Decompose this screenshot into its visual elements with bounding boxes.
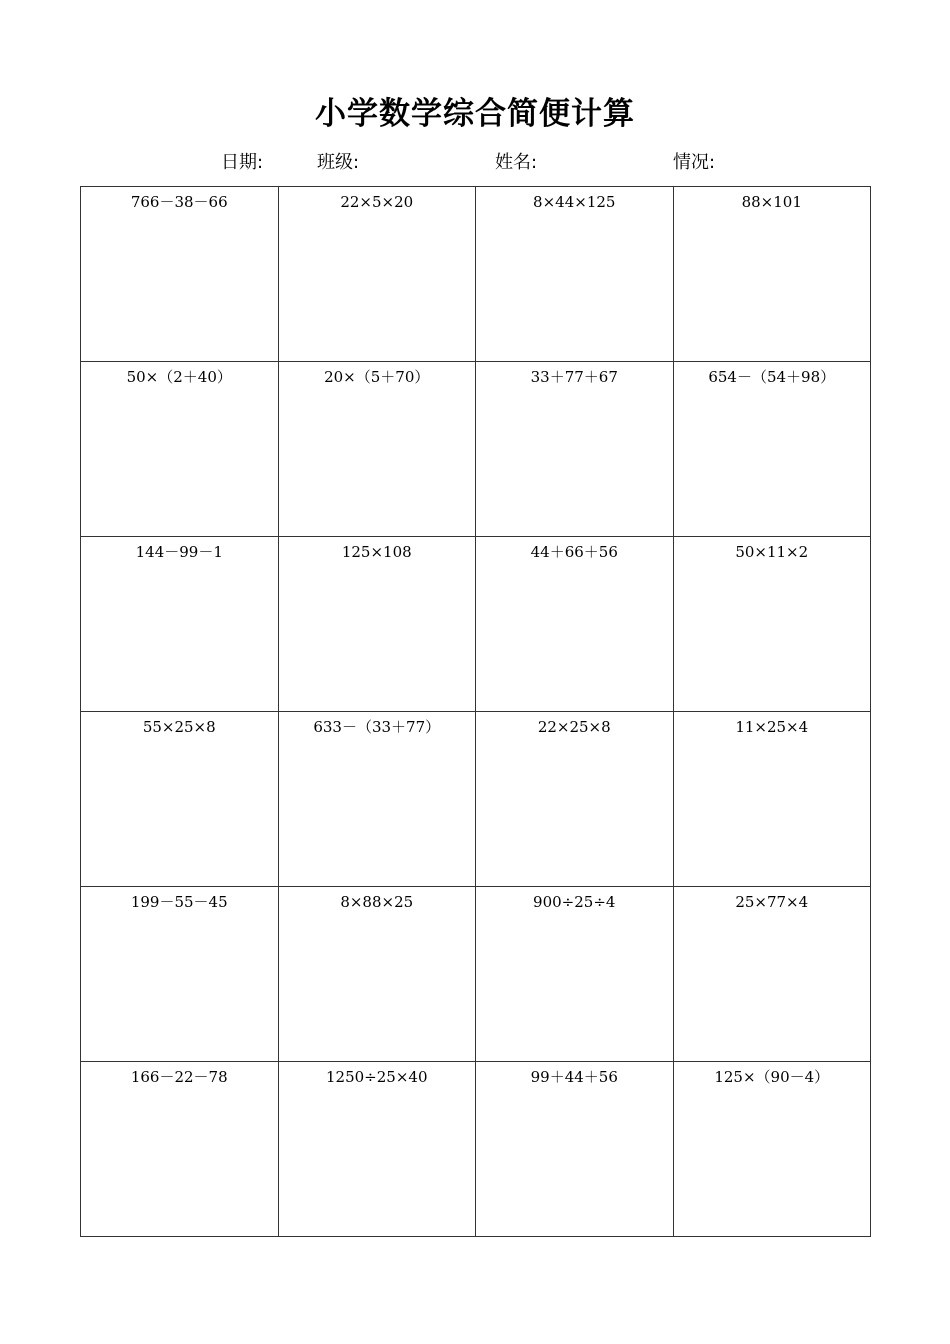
problem-expression: 25×77×4 xyxy=(735,893,809,911)
problem-expression: 144－99－1 xyxy=(135,543,223,561)
status-label: 情况: xyxy=(673,152,716,173)
problem-grid xyxy=(80,186,871,1237)
problem-cell[interactable] xyxy=(278,1062,476,1237)
name-label: 姓名: xyxy=(495,152,538,173)
problem-cell[interactable] xyxy=(476,362,674,537)
problem-expression: 654－（54＋98） xyxy=(708,368,836,386)
problem-expression: 900÷25÷4 xyxy=(533,893,616,911)
date-label: 日期: xyxy=(221,152,264,173)
problem-cell[interactable] xyxy=(81,1062,279,1237)
problem-expression: 50×（2＋40） xyxy=(126,368,232,386)
grid-row xyxy=(81,187,871,362)
problem-expression: 22×5×20 xyxy=(340,193,414,211)
problem-cell[interactable] xyxy=(476,187,674,362)
problem-expression: 1250÷25×40 xyxy=(326,1068,428,1086)
problem-cell[interactable] xyxy=(476,712,674,887)
problem-cell[interactable] xyxy=(81,887,279,1062)
problem-cell[interactable] xyxy=(81,362,279,537)
grid-row xyxy=(81,537,871,712)
problem-cell[interactable] xyxy=(673,712,871,887)
grid-row xyxy=(81,712,871,887)
problem-expression: 766－38－66 xyxy=(130,193,228,211)
problem-cell[interactable] xyxy=(81,712,279,887)
problem-expression: 8×44×125 xyxy=(533,193,616,211)
problem-cell[interactable] xyxy=(673,187,871,362)
problem-cell[interactable] xyxy=(81,537,279,712)
problem-cell[interactable] xyxy=(673,887,871,1062)
problem-expression: 166－22－78 xyxy=(130,1068,228,1086)
problem-expression: 88×101 xyxy=(741,193,802,211)
problem-cell[interactable] xyxy=(278,537,476,712)
grid-row xyxy=(81,887,871,1062)
problem-expression: 125×（90－4） xyxy=(714,1068,830,1086)
problem-cell[interactable] xyxy=(81,187,279,362)
problem-expression: 633－（33＋77） xyxy=(313,718,441,736)
problem-expression: 44＋66＋56 xyxy=(530,543,618,561)
class-label: 班级: xyxy=(317,152,360,173)
problem-cell[interactable] xyxy=(476,887,674,1062)
problem-expression: 8×88×25 xyxy=(340,893,414,911)
problem-cell[interactable] xyxy=(476,1062,674,1237)
problem-cell[interactable] xyxy=(673,537,871,712)
problem-expression: 55×25×8 xyxy=(142,718,216,736)
problem-cell[interactable] xyxy=(278,362,476,537)
info-row xyxy=(0,148,950,178)
problem-cell[interactable] xyxy=(476,537,674,712)
problem-cell[interactable] xyxy=(278,187,476,362)
problem-cell[interactable] xyxy=(673,1062,871,1237)
problem-expression: 22×25×8 xyxy=(537,718,611,736)
problem-cell[interactable] xyxy=(278,712,476,887)
problem-expression: 99＋44＋56 xyxy=(530,1068,618,1086)
problem-expression: 20×（5＋70） xyxy=(324,368,430,386)
grid-row xyxy=(81,1062,871,1237)
problem-expression: 11×25×4 xyxy=(735,718,809,736)
problem-expression: 50×11×2 xyxy=(735,543,809,561)
problem-cell[interactable] xyxy=(278,887,476,1062)
problem-expression: 199－55－45 xyxy=(130,893,228,911)
problem-expression: 125×108 xyxy=(341,543,412,561)
page-title: 小学数学综合简便计算 xyxy=(315,96,635,132)
problem-expression: 33＋77＋67 xyxy=(530,368,618,386)
grid-row xyxy=(81,362,871,537)
problem-cell[interactable] xyxy=(673,362,871,537)
